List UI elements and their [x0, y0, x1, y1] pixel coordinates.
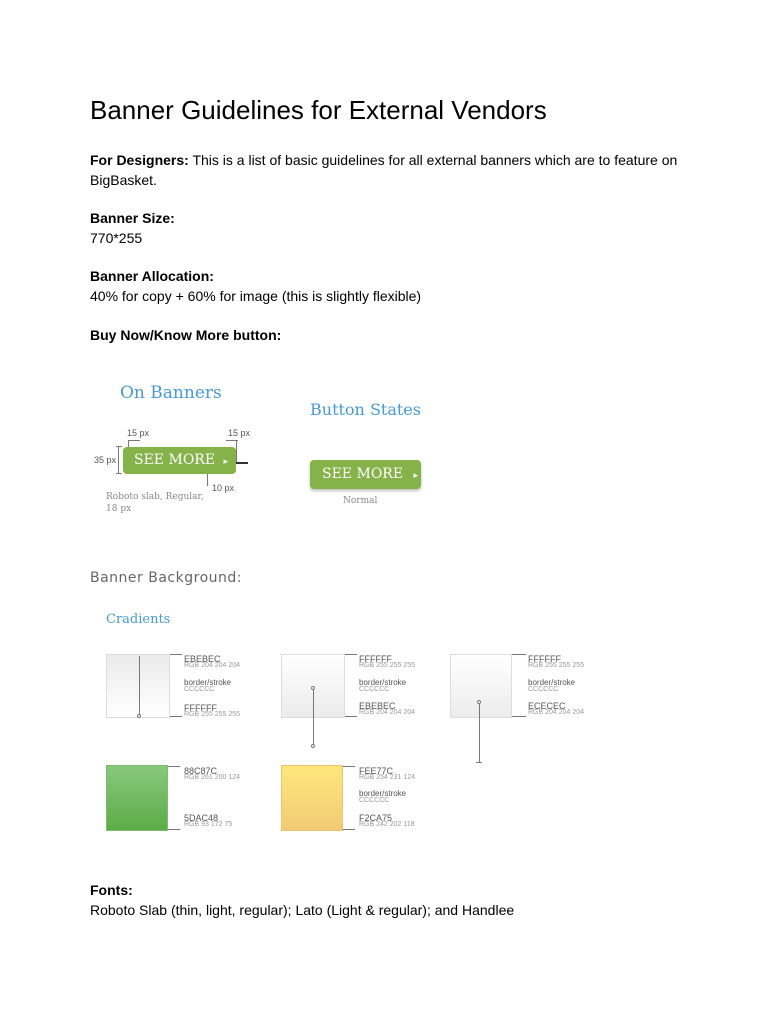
gradient-swatch-green [106, 765, 168, 831]
swatch3-bottom-tick [512, 716, 526, 717]
swatch5-border-label: border/stroke [359, 789, 407, 798]
right-edge-marker [236, 462, 248, 464]
gradient-guide-1-dot [137, 714, 141, 718]
padding-right-label: 15 px [228, 428, 251, 438]
swatch2-bottom-hex: EBEBEC [359, 701, 396, 711]
banner-allocation-value: 40% for copy + 60% for image (this is slightly flexible) [90, 288, 422, 304]
swatch2-border-hex: CCCCCC [359, 686, 390, 693]
font-note-line2: 18 px [106, 504, 132, 514]
see-more-normal-label: SEE MORE [322, 466, 404, 482]
on-banners-heading: On Banners [120, 383, 222, 403]
padding-left-label: 15 px [127, 428, 150, 438]
swatch3-border-label: border/stroke [528, 678, 576, 687]
banner-size-label: Banner Size: [90, 210, 175, 226]
see-more-normal-button[interactable] [310, 460, 421, 489]
swatch5-bottom-rgb: RGB 242 202 118 [359, 821, 415, 828]
swatch1-border-hex: CCCCCC [184, 686, 215, 693]
fonts-label: Fonts: [90, 882, 133, 898]
padding-left-guide-top [128, 440, 140, 441]
gradient-swatch-yellow [281, 765, 343, 831]
arrow-right-icon: ▸ [413, 471, 419, 481]
arrow-gap-label: 10 px [212, 483, 235, 493]
arrow-right-icon: ▸ [223, 457, 229, 467]
padding-right-guide [236, 440, 237, 462]
swatch3-bottom-hex: ECECEC [528, 701, 566, 711]
swatch2-border-label: border/stroke [359, 678, 407, 687]
swatch4-top-hex: 88C87C [184, 766, 218, 776]
swatch3-border-hex: CCCCCC [528, 686, 559, 693]
font-note-line1: Roboto slab, Regular, [106, 492, 204, 502]
swatch2-bottom-rgb: RGB 204 204 204 [359, 709, 416, 716]
intro-text: This is a list of basic guidelines for all external banners which are to feature on BigBasket. [90, 152, 678, 188]
fonts-value: Roboto Slab (thin, light, regular); Lato (Light & regular); and Handlee [90, 902, 515, 918]
swatch2-top-rgb: RGB 255 255 255 [359, 662, 416, 669]
intro-label: For Designers: [90, 152, 189, 168]
swatch1-bottom-hex: FFFFFF [184, 703, 217, 713]
swatch5-bottom-tick [343, 829, 355, 830]
swatch4-top-rgb: RGB 261 200 124 [184, 774, 241, 781]
gradient-guide-2-dot-bottom [311, 744, 315, 748]
swatch1-bottom-rgb: RGB 255 255 255 [184, 711, 241, 718]
see-more-spec-button[interactable] [123, 447, 236, 474]
banner-allocation-label: Banner Allocation: [90, 268, 214, 284]
swatch1-top-hex: EBEBEC [184, 654, 221, 664]
swatch4-bottom-tick [168, 829, 180, 830]
gradient-swatch-grey-light [106, 654, 170, 718]
swatch5-top-hex: FEE77C [359, 766, 394, 776]
gradients-heading: Cradients [106, 612, 171, 627]
gradient-guide-1 [139, 656, 140, 716]
see-more-spec-label: SEE MORE [134, 452, 216, 468]
swatch5-bottom-hex: F2CA75 [359, 813, 393, 823]
swatch1-border-label: border/stroke [184, 678, 232, 687]
height-label: 35 px [94, 455, 117, 465]
font-note [106, 491, 204, 515]
swatch4-top-tick [168, 766, 180, 767]
page-title: Banner Guidelines for External Vendors [90, 95, 547, 125]
gradient-guide-3 [479, 704, 480, 762]
gradient-guide-2 [313, 690, 314, 746]
swatch3-top-tick [512, 654, 526, 655]
button-states-heading: Button States [310, 400, 421, 419]
padding-right-guide-top [226, 440, 238, 441]
swatch5-top-rgb: RGB 254 231 124 [359, 774, 416, 781]
swatch3-top-hex: FFFFFF [528, 654, 561, 664]
swatch4-bottom-hex: 5DAC48 [184, 813, 219, 823]
swatch5-top-tick [343, 766, 355, 767]
swatch2-top-hex: FFFFFF [359, 654, 392, 664]
gradient-swatch-white-grey-2 [450, 654, 512, 718]
height-guide-bottom [116, 473, 122, 474]
gradient-guide-3-end [476, 762, 482, 763]
intro-paragraph [90, 150, 690, 190]
height-guide-top [116, 446, 122, 447]
swatch5-border-hex: CCCCCC [359, 797, 390, 804]
swatch1-top-rgb: RGB 204 204 204 [184, 662, 241, 669]
swatch3-bottom-rgb: RGB 204 204 204 [528, 709, 585, 716]
swatch2-top-tick [345, 654, 357, 655]
height-guide-line [118, 446, 119, 474]
state-normal-label: Normal [343, 496, 378, 506]
button-section-label: Buy Now/Know More button: [90, 327, 282, 343]
swatch4-bottom-rgb: RGB 93 172 75 [184, 821, 233, 828]
swatch2-bottom-tick [345, 716, 357, 717]
banner-size-value: 770*255 [90, 230, 143, 246]
swatch1-bottom-tick [170, 716, 182, 717]
swatch1-top-tick [170, 654, 182, 655]
swatch3-top-rgb: RGB 255 255 255 [528, 662, 585, 669]
banner-background-heading: Banner Background: [90, 570, 242, 586]
